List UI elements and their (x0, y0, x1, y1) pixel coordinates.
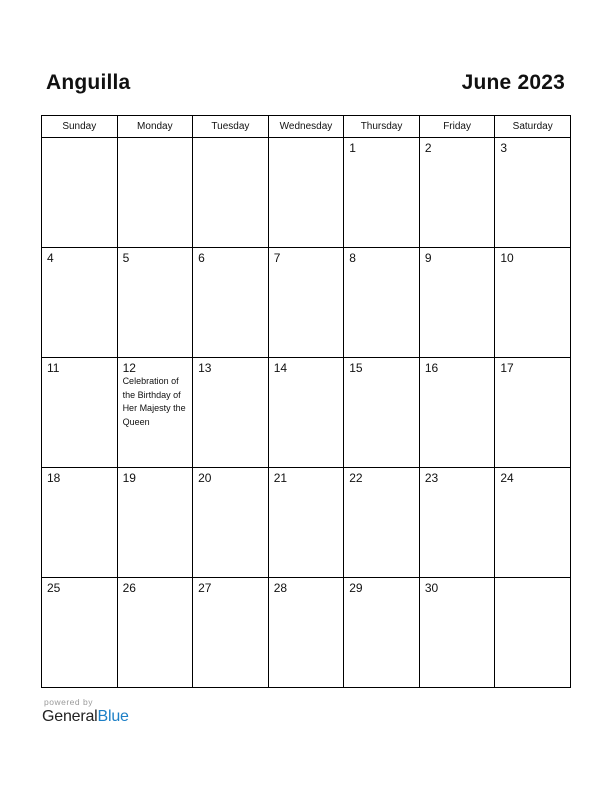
week-row (42, 578, 571, 688)
day-number: 24 (500, 471, 514, 485)
day-number (42, 138, 117, 142)
month-year-title: June 2023 (461, 71, 565, 94)
day-number: 19 (122, 471, 136, 485)
day-cell (193, 578, 269, 688)
day-cell (344, 248, 420, 358)
day-number: 30 (424, 581, 439, 595)
day-number: 29 (349, 581, 363, 595)
day-cell (193, 358, 269, 468)
day-number: 3 (500, 141, 508, 155)
day-number: 2 (424, 141, 432, 155)
day-number (495, 578, 570, 582)
day-cell (495, 248, 571, 358)
day-number (269, 138, 344, 142)
day-number: 12 (122, 361, 136, 375)
day-cell (419, 468, 495, 578)
day-number: 21 (273, 471, 288, 485)
day-number: 15 (349, 361, 363, 375)
week-row (42, 358, 571, 468)
day-cell (193, 248, 269, 358)
week-row (42, 138, 571, 248)
day-number: 17 (500, 361, 514, 375)
day-cell (344, 138, 420, 248)
day-cell (268, 468, 344, 578)
day-number: 8 (349, 251, 356, 265)
day-cell (42, 358, 118, 468)
weekday-header: Friday (419, 116, 495, 138)
day-cell (117, 358, 193, 468)
day-number: 18 (47, 471, 61, 485)
weekday-header: Tuesday (193, 116, 269, 138)
day-number: 25 (47, 581, 61, 595)
day-cell (117, 578, 193, 688)
day-number: 28 (273, 581, 288, 595)
footer-branding (42, 697, 129, 726)
day-number: 5 (122, 251, 130, 265)
day-number: 26 (122, 581, 136, 595)
day-cell (419, 138, 495, 248)
day-cell (42, 248, 118, 358)
day-number: 27 (198, 581, 212, 595)
calendar-body (42, 138, 571, 688)
day-cell (268, 358, 344, 468)
generalblue-logo[interactable] (42, 708, 129, 726)
weekday-header: Sunday (42, 116, 118, 138)
weekday-header-row (42, 116, 571, 138)
day-cell (117, 138, 193, 248)
day-cell (268, 248, 344, 358)
day-number: 4 (47, 251, 54, 265)
day-cell (344, 578, 420, 688)
day-cell (495, 358, 571, 468)
day-number (193, 138, 268, 142)
day-number: 23 (424, 471, 439, 485)
day-cell (344, 358, 420, 468)
day-number: 10 (500, 251, 514, 265)
day-cell (268, 578, 344, 688)
day-cell (117, 468, 193, 578)
logo-general-text: General (42, 708, 98, 725)
day-cell (193, 138, 269, 248)
week-row (42, 468, 571, 578)
day-cell (117, 248, 193, 358)
calendar-grid (41, 115, 571, 688)
day-cell (42, 138, 118, 248)
day-number: 11 (47, 361, 60, 375)
day-cell (495, 468, 571, 578)
day-number: 1 (349, 141, 356, 155)
day-number: 14 (273, 361, 288, 375)
day-number: 7 (273, 251, 281, 265)
day-cell (42, 468, 118, 578)
country-title: Anguilla (46, 71, 131, 94)
day-cell (193, 468, 269, 578)
day-cell (42, 578, 118, 688)
holiday-event: Celebration of the Birthday of Her Majesty the Queen (122, 376, 186, 427)
day-number: 20 (198, 471, 212, 485)
day-number: 16 (424, 361, 439, 375)
day-cell (419, 358, 495, 468)
day-number: 22 (349, 471, 363, 485)
weekday-header: Saturday (495, 116, 571, 138)
weekday-header: Monday (117, 116, 193, 138)
day-number: 13 (198, 361, 212, 375)
day-cell (419, 248, 495, 358)
day-cell (419, 578, 495, 688)
week-row (42, 248, 571, 358)
day-cell (495, 138, 571, 248)
powered-by-text: powered by (44, 697, 93, 707)
day-number (118, 138, 193, 142)
weekday-header: Wednesday (268, 116, 344, 138)
day-cell (344, 468, 420, 578)
day-number: 9 (424, 251, 432, 265)
day-number: 6 (198, 251, 205, 265)
weekday-header: Thursday (344, 116, 420, 138)
day-cell (268, 138, 344, 248)
day-cell (495, 578, 571, 688)
logo-blue-text: Blue (97, 708, 129, 725)
